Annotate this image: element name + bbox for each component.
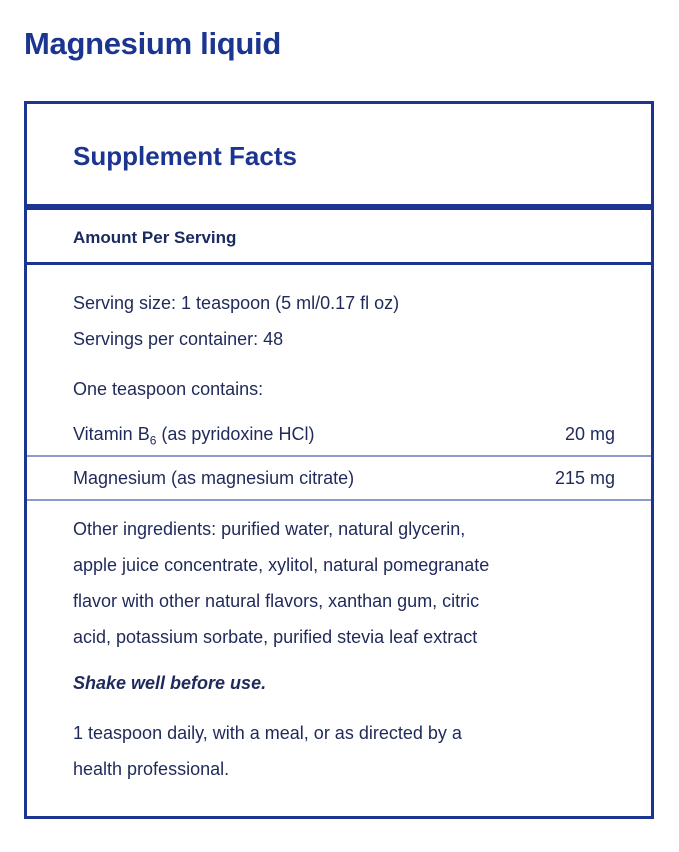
other-ingredients-line: Other ingredients: purified water, natural glycerin, [73, 519, 466, 539]
nutrient-name [73, 413, 314, 455]
shake-note: Shake well before use. [73, 673, 267, 693]
amount-per-serving-row [27, 210, 651, 265]
servings-per-container: Servings per container: 48 [73, 329, 284, 349]
serving-info [27, 265, 651, 357]
nutrient-row [27, 457, 651, 501]
nutrient-amount: 215 mg [554, 468, 615, 488]
nutrient-name-suffix: (as pyridoxine HCl) [156, 424, 315, 444]
amount-per-serving-label: Amount Per Serving [73, 228, 237, 247]
facts-header [27, 104, 651, 210]
nutrient-name-subscript: 6 [149, 433, 157, 448]
supplement-facts-panel [24, 101, 654, 819]
other-ingredients-line: flavor with other natural flavors, xanthan gum, citric [73, 591, 480, 611]
facts-title: Supplement Facts [73, 141, 297, 171]
directions-line: 1 teaspoon daily, with a meal, or as directed by a [73, 723, 462, 743]
nutrient-amount: 20 mg [564, 424, 615, 444]
other-ingredients-line: acid, potassium sorbate, purified stevia leaf extract [73, 627, 478, 647]
nutrient-row [27, 413, 651, 457]
nutrient-name-prefix: Vitamin B [73, 424, 150, 444]
directions [27, 701, 651, 787]
contains-label: One teaspoon contains: [73, 379, 264, 399]
nutrient-name: Magnesium (as magnesium citrate) [73, 468, 355, 488]
other-ingredients [27, 501, 651, 655]
page-title: Magnesium liquid [24, 26, 281, 61]
other-ingredients-line: apple juice concentrate, xylitol, natural pomegranate [73, 555, 490, 575]
serving-size: Serving size: 1 teaspoon (5 ml/0.17 fl oz) [73, 293, 400, 313]
directions-line: health professional. [73, 759, 230, 779]
